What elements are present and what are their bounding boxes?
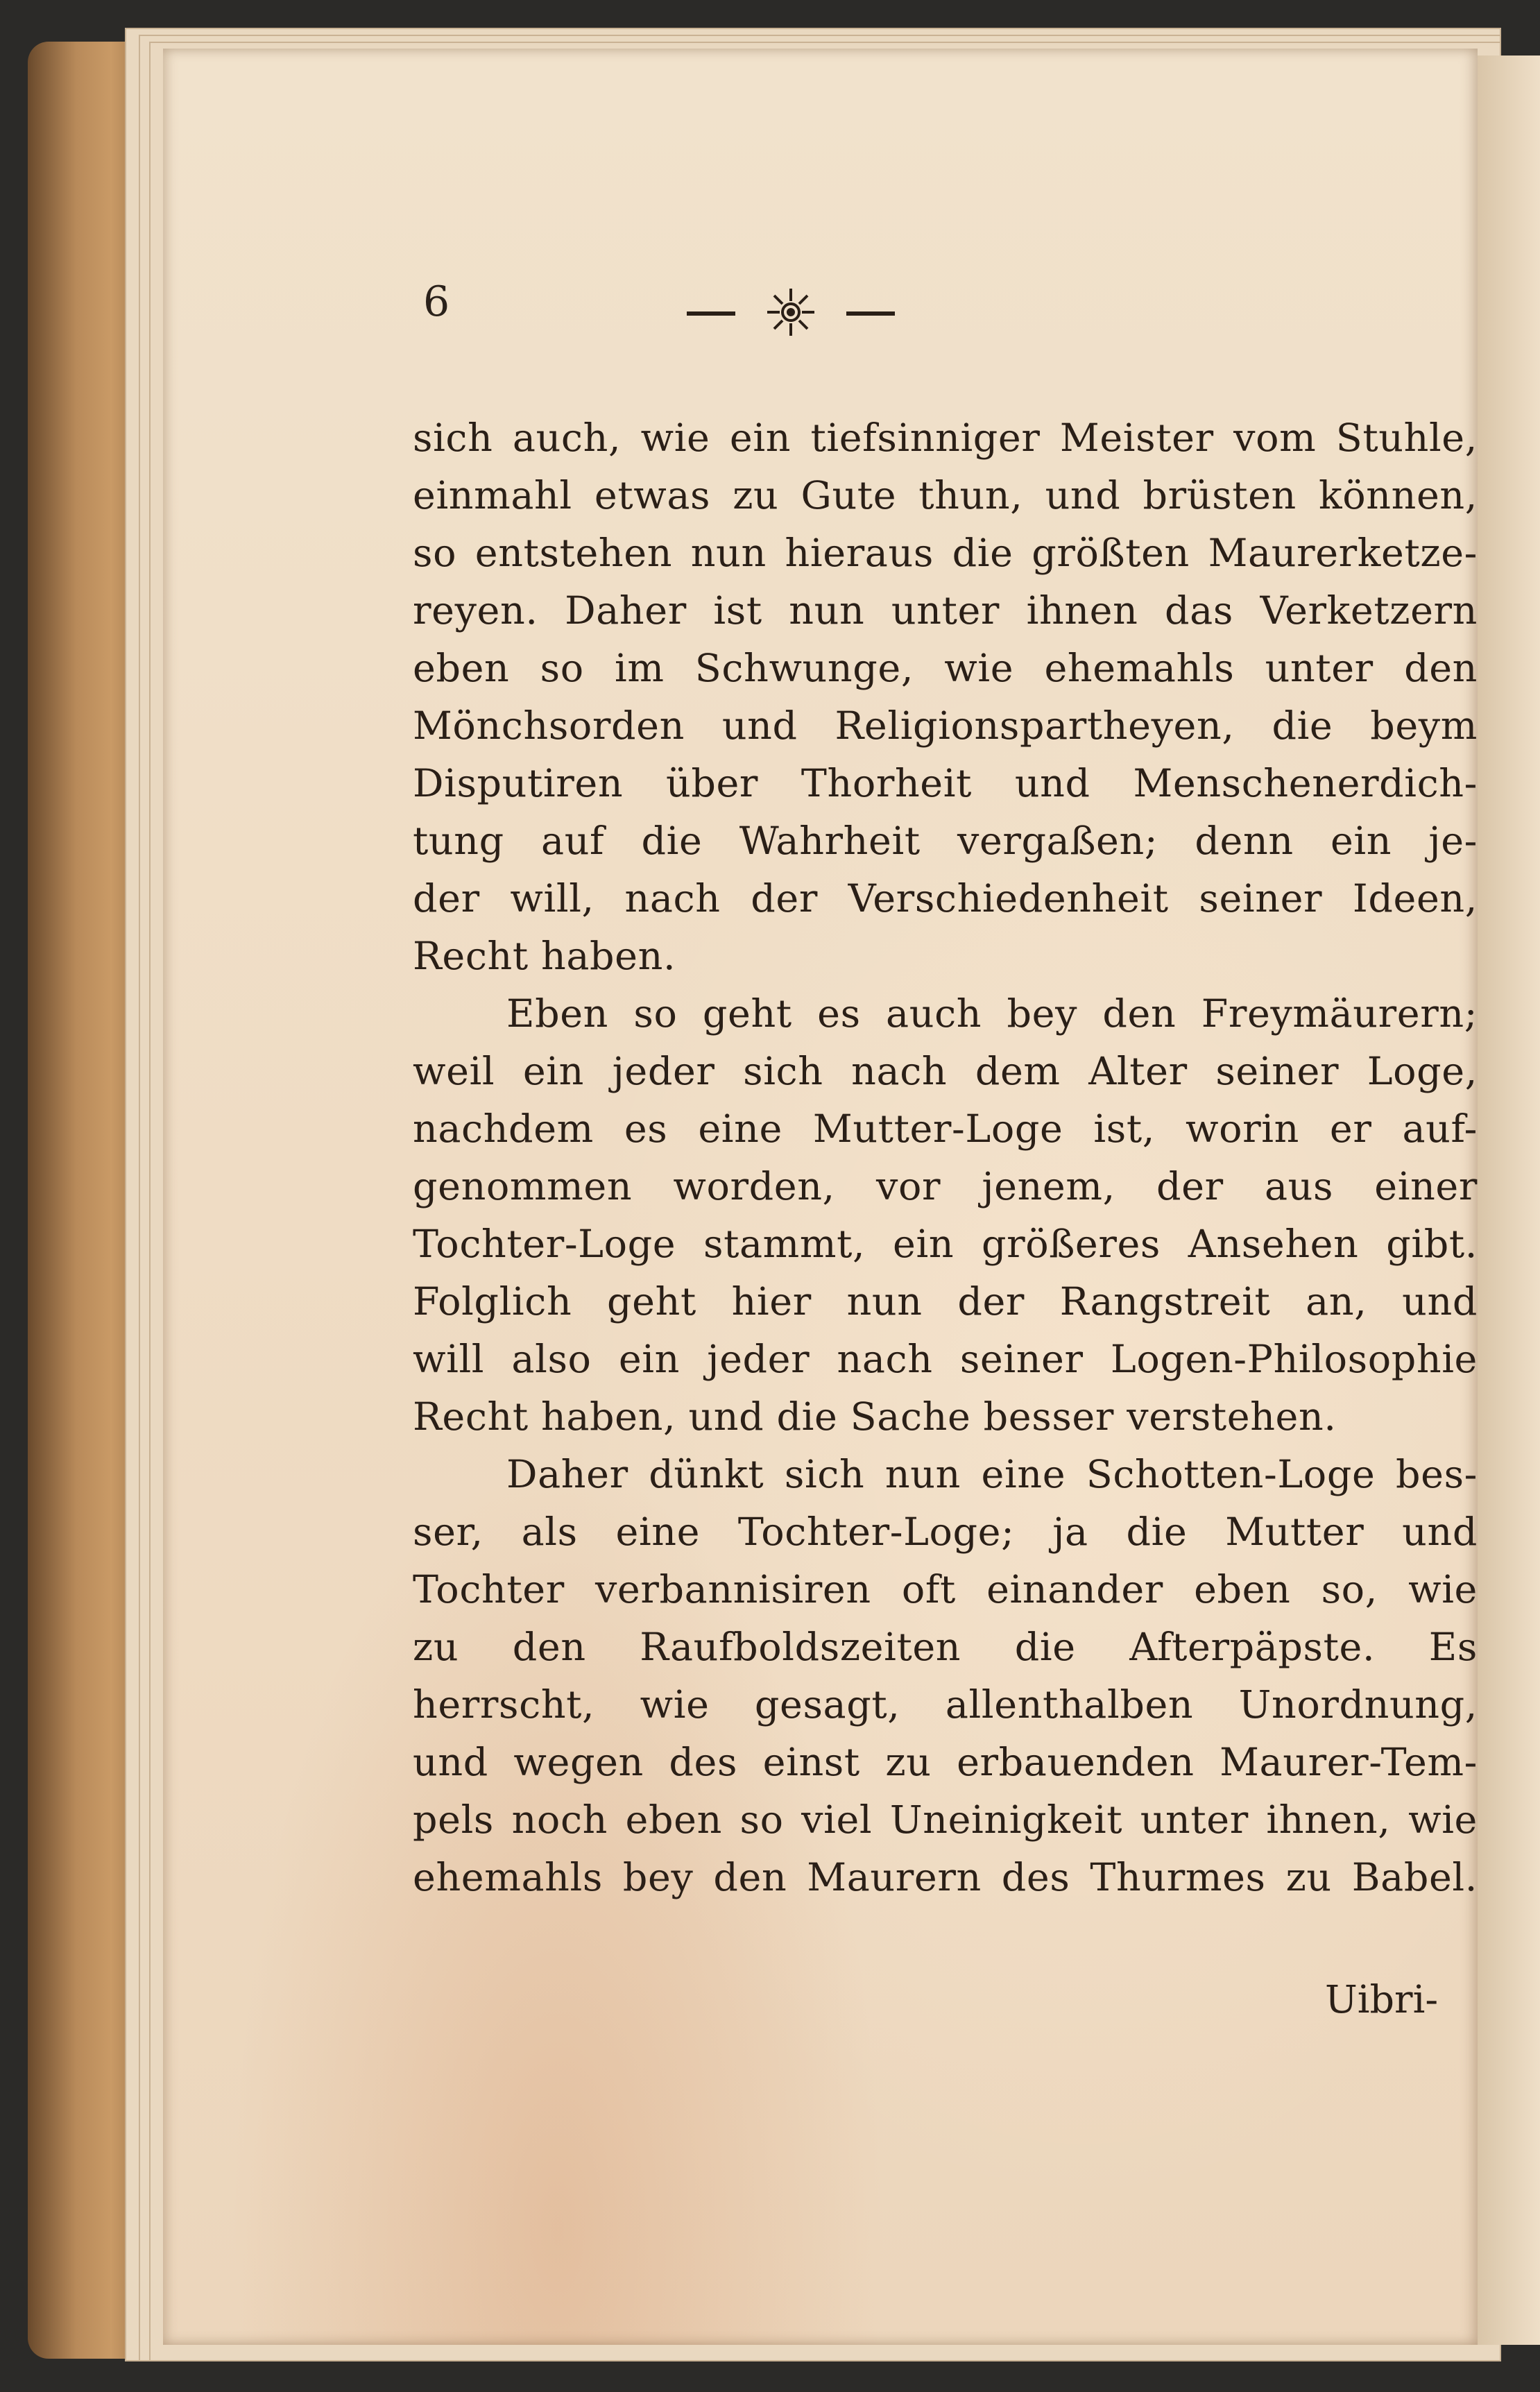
text-line: eben so im Schwunge, wie ehemahls unter den [413, 646, 1478, 691]
paragraph [413, 985, 1478, 1446]
paragraph [413, 409, 1478, 985]
text-line: so entstehen nun hieraus die größten Maurerketze- [413, 531, 1478, 576]
body-text [413, 409, 1478, 1906]
text-line: ehemahls bey den Maurern des Thurmes zu Babel. [413, 1855, 1478, 1900]
page-header [423, 277, 1152, 354]
text-line: Mönchsorden und Religionspartheyen, die beym [413, 703, 1478, 749]
text-line: pels noch eben so viel Uneinigkeit unter ihnen, wie [413, 1797, 1478, 1843]
text-line: der will, nach der Verschiedenheit seiner Ideen, [413, 876, 1478, 921]
text-line: zu den Raufboldszeiten die Afterpäpste. Es [413, 1625, 1478, 1670]
text-line: Recht haben, und die Sache besser verstehen. [413, 1394, 1337, 1440]
text-line: Recht haben. [413, 934, 676, 979]
text-line: ser, als eine Tochter-Loge; ja die Mutter und [413, 1510, 1478, 1555]
text-line: Eben so geht es auch bey den Freymäurern; [506, 991, 1478, 1036]
text-line: Folglich geht hier nun der Rangstreit an, und [413, 1279, 1478, 1324]
text-line: genommen worden, vor jenem, der aus einer [413, 1164, 1478, 1209]
text-line: reyen. Daher ist nun unter ihnen das Verketzern [413, 588, 1478, 633]
text-line: und wegen des einst zu erbauenden Maurer-Tem- [413, 1740, 1478, 1785]
text-line: Daher dünkt sich nun eine Schotten-Loge bes- [506, 1452, 1478, 1497]
text-line: Tochter verbannisiren oft einander eben so, wie [413, 1567, 1478, 1612]
book-page [163, 49, 1478, 2345]
facing-page-edge [1478, 55, 1540, 2345]
catchword: Uibri- [1325, 1977, 1439, 2022]
text-line: herrscht, wie gesagt, allenthalben Unordnung, [413, 1682, 1478, 1727]
text-line: tung auf die Wahrheit vergaßen; denn ein je- [413, 819, 1478, 864]
paragraph [413, 1446, 1478, 1906]
text-line: Disputiren über Thorheit und Menschenerdich- [413, 761, 1478, 806]
text-line: will also ein jeder nach seiner Logen-Philosophie [413, 1337, 1478, 1382]
text-line: nachdem es eine Mutter-Loge ist, worin er auf- [413, 1107, 1478, 1152]
text-line: sich auch, wie ein tiefsinniger Meister vom Stuhle, [413, 416, 1478, 461]
text-line: Tochter-Loge stammt, ein größeres Ansehen gibt. [413, 1222, 1478, 1267]
text-line: weil ein jeder sich nach dem Alter seiner Loge, [413, 1049, 1478, 1094]
ornament-icon [687, 284, 895, 340]
page-number: 6 [423, 277, 450, 326]
text-line: einmahl etwas zu Gute thun, und brüsten können, [413, 473, 1478, 518]
